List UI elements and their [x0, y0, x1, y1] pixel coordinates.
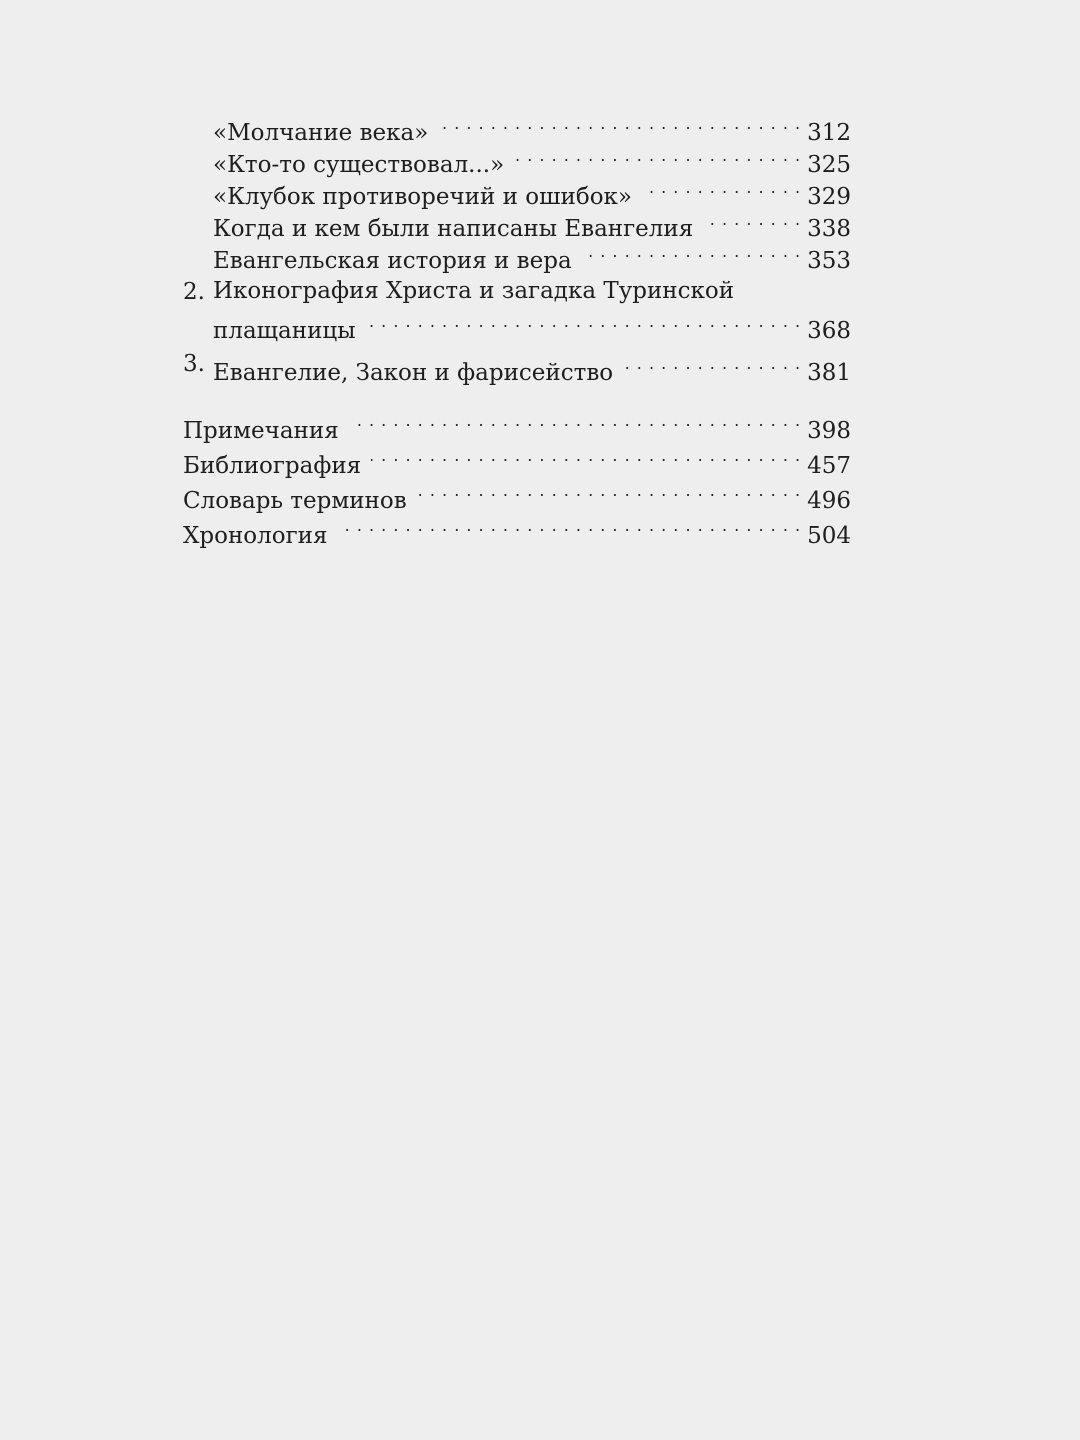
dot-leader	[337, 508, 801, 543]
chapter-number: 2.	[183, 279, 205, 305]
dot-leader	[366, 306, 802, 338]
toc-entry-page: 338	[807, 216, 851, 242]
toc-entry-title-line1: Иконография Христа и загадка Туринской	[213, 278, 735, 304]
toc-entry-title-line2: плащаницы	[213, 318, 356, 344]
toc-entry-title: Евангелие, Закон и фарисейство	[213, 360, 614, 386]
dot-leader	[371, 438, 801, 473]
toc-entry-title: Хронология	[183, 523, 328, 549]
toc-entry-page: 398	[807, 418, 851, 444]
toc-entry-title: «Кто-то существовал...»	[213, 152, 505, 178]
toc-entry-title: Словарь терминов	[183, 488, 407, 514]
toc-entry[interactable]	[183, 236, 851, 274]
toc-entry-title: Когда и кем были написаны Евангелия	[213, 216, 694, 242]
toc-backmatter-entry[interactable]	[183, 508, 851, 549]
toc-chapter-entry[interactable]	[183, 276, 851, 344]
toc-backmatter-entry[interactable]	[183, 473, 851, 514]
toc-entry-page: 496	[807, 488, 851, 514]
toc-entry-title: «Молчание века»	[213, 120, 429, 146]
toc-entry[interactable]	[183, 140, 851, 178]
table-of-contents	[183, 108, 851, 549]
toc-entry-title: Евангельская история и вера	[213, 248, 572, 274]
toc-chapter-entry[interactable]	[183, 348, 851, 386]
dot-leader	[623, 348, 801, 380]
toc-entry-title: Примечания	[183, 418, 339, 444]
toc-entry-page: 504	[807, 523, 851, 549]
toc-entry-title: Библиография	[183, 453, 362, 479]
toc-entry-page: 325	[807, 152, 851, 178]
toc-entry-page: 312	[807, 120, 851, 146]
toc-entry-page: 329	[807, 184, 851, 210]
chapter-number: 3.	[183, 351, 205, 377]
dot-leader	[514, 140, 801, 172]
dot-leader	[703, 204, 801, 236]
toc-entry-page: 381	[807, 360, 851, 386]
dot-leader	[582, 236, 801, 268]
dot-leader	[417, 473, 801, 508]
toc-entry[interactable]	[183, 172, 851, 210]
toc-entry-page: 457	[807, 453, 851, 479]
toc-backmatter-entry[interactable]	[183, 403, 851, 444]
toc-entry[interactable]	[183, 108, 851, 146]
dot-leader	[438, 108, 801, 140]
dot-leader	[642, 172, 801, 204]
toc-entry[interactable]	[183, 204, 851, 242]
toc-entry-page: 368	[807, 318, 851, 344]
dot-leader	[349, 403, 801, 438]
toc-backmatter-entry[interactable]	[183, 438, 851, 479]
toc-entry-page: 353	[807, 248, 851, 274]
toc-entry-title: «Клубок противоречий и ошибок»	[213, 184, 632, 210]
